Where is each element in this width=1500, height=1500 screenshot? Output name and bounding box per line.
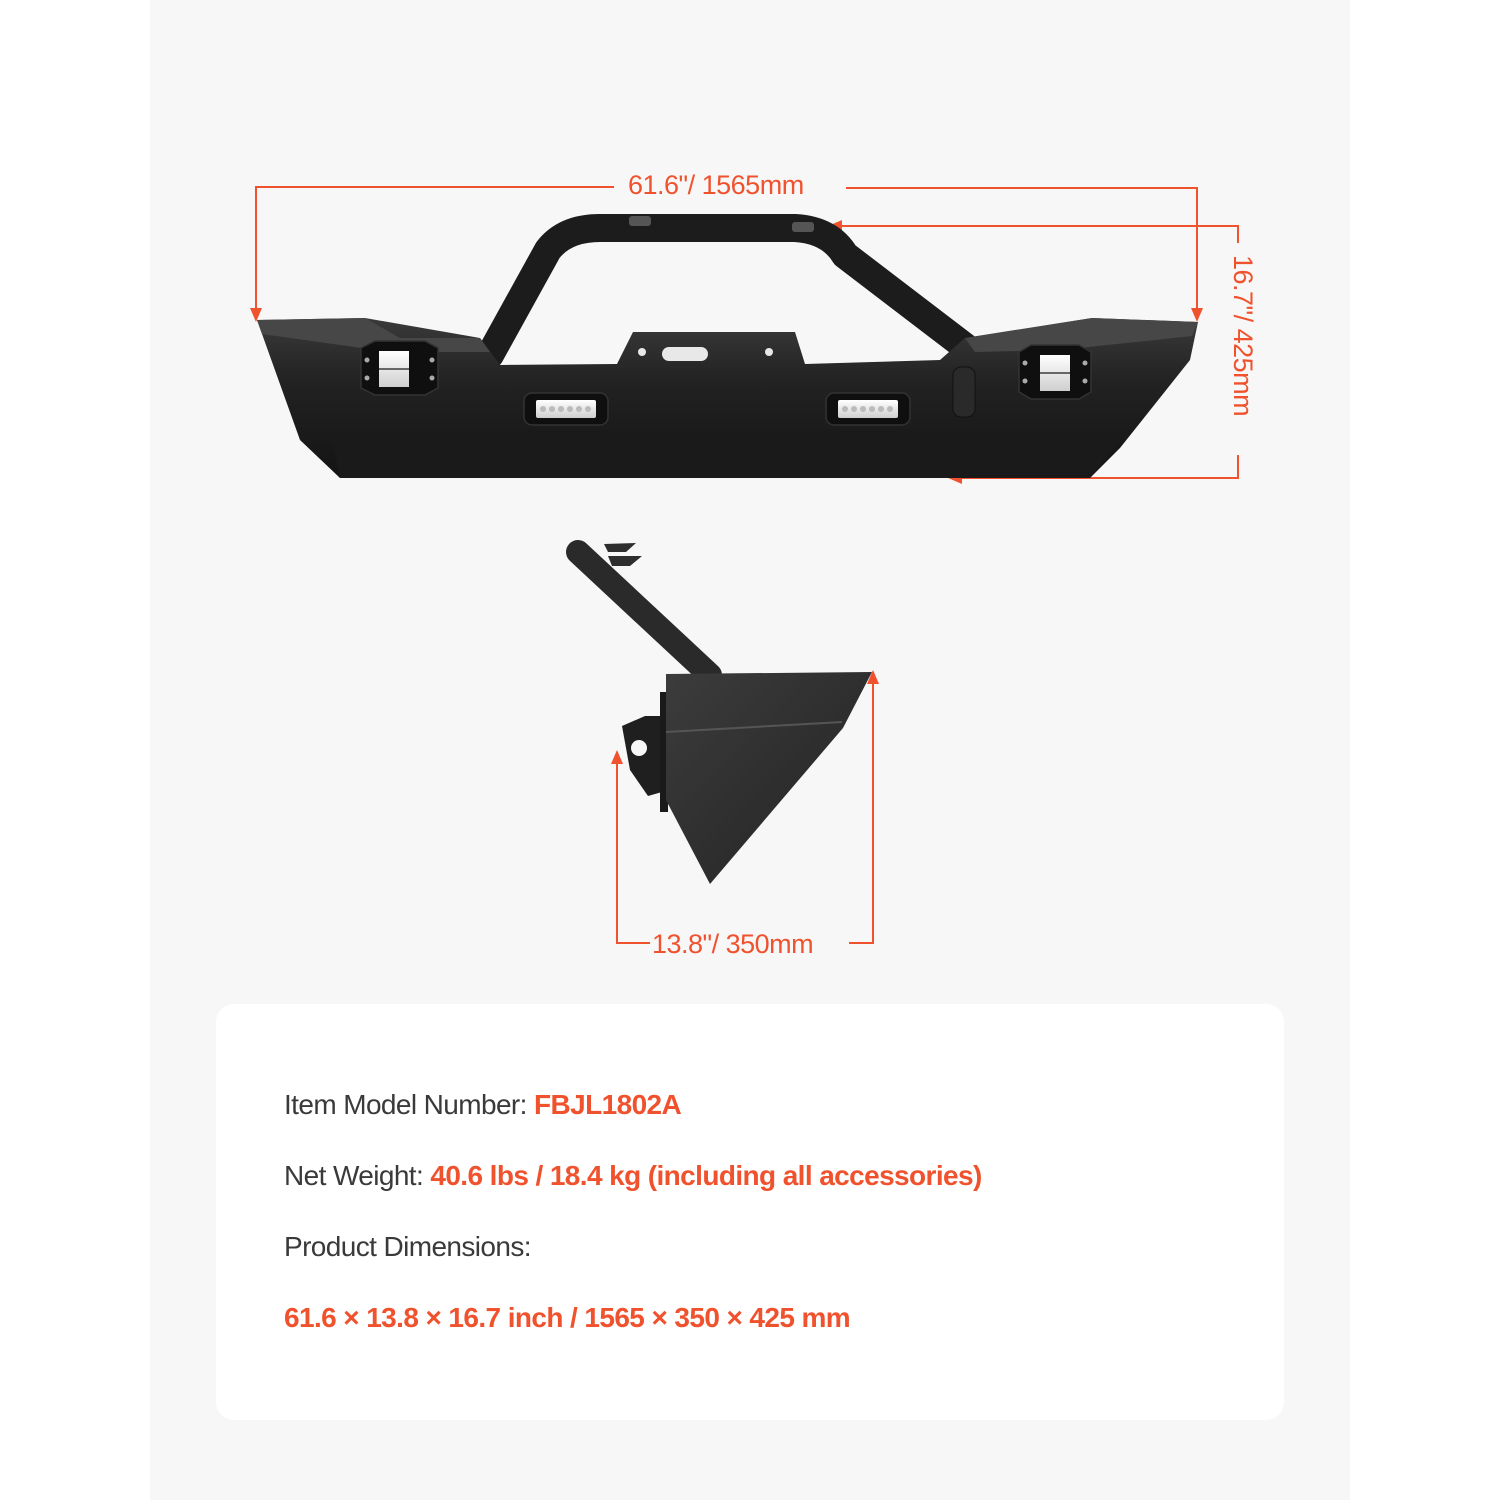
arrow-up-left-icon [611,750,623,764]
width-dimension-line [256,187,1197,312]
left-square-light-icon [361,341,438,395]
arrow-down-right-icon [1191,308,1203,322]
model-number-row [284,1089,681,1121]
net-weight-row [284,1160,982,1192]
net-weight-value: 40.6 lbs / 18.4 kg (including all accessories) [430,1160,982,1191]
spec-card [216,1004,1284,1420]
arrow-down-left-icon [250,308,262,322]
right-bar-light-icon [826,393,910,425]
bumper-side-view [578,543,872,884]
right-square-light-icon [1019,345,1091,399]
height-dimension-label: 16.7"/ 425mm [1228,255,1258,417]
bumper-front-view [257,216,1198,478]
product-dimensions-label: Product Dimensions: [284,1231,531,1262]
product-dimensions-value: 61.6 × 13.8 × 16.7 inch / 1565 × 350 × 425 mm [284,1302,851,1333]
model-number-label: Item Model Number: [284,1089,535,1120]
left-bar-light-icon [524,393,608,425]
net-weight-label: Net Weight: [284,1160,431,1191]
depth-dimension-label: 13.8"/ 350mm [652,929,814,959]
model-number-value: FBJL1802A [534,1089,682,1120]
width-dimension-label: 61.6"/ 1565mm [628,170,804,200]
